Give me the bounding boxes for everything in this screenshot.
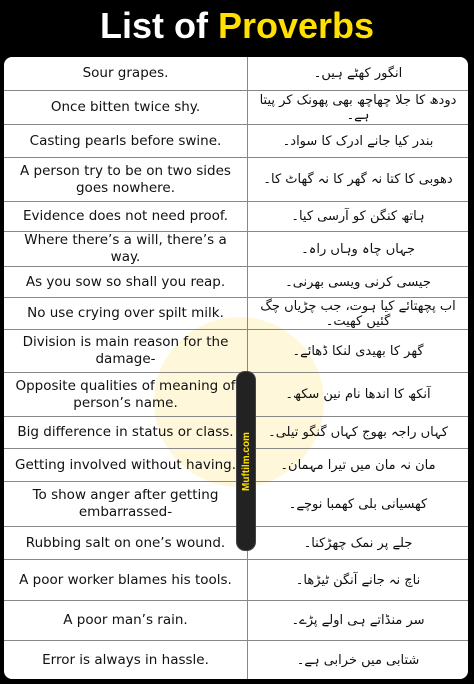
- website-label: Muftilm.com: [240, 431, 252, 491]
- table-row: [4, 57, 468, 91]
- english-proverb: Once bitten twice shy.: [4, 91, 248, 124]
- urdu-proverb: انگور کھٹے ہیں۔: [313, 66, 403, 81]
- table-row: [4, 560, 468, 601]
- urdu-proverb: جلے پر نمک چھڑکنا۔: [303, 535, 413, 551]
- urdu-proverb: ہاتھ کنگن کو آرسی کیا۔: [291, 209, 425, 224]
- table-row: [4, 330, 468, 373]
- table-row: [4, 125, 468, 158]
- table-row: [4, 232, 468, 267]
- urdu-proverb: مان نہ مان میں تیرا مہمان۔: [280, 457, 436, 473]
- english-proverb: Where there’s a will, there’s a way.: [4, 232, 248, 266]
- title-part-white: List of: [99, 5, 208, 46]
- english-proverb: As you sow so shall you reap.: [4, 267, 248, 297]
- title-part-yellow: Proverbs: [217, 5, 375, 46]
- english-proverb: No use crying over spilt milk.: [4, 298, 248, 329]
- urdu-proverb: شتابی میں خرابی ہے۔: [296, 652, 420, 668]
- urdu-proverb: کہاں راجہ بھوج کہاں گنگو تیلی۔: [268, 425, 448, 440]
- urdu-proverb: گھر کا بھیدی لنکا ڈھائے۔: [292, 343, 424, 359]
- urdu-proverb: سر منڈاتے ہی اولے پڑے۔: [291, 613, 425, 628]
- table-row: [4, 202, 468, 232]
- english-proverb: Rubbing salt on one’s wound.: [4, 527, 248, 559]
- website-badge: [236, 371, 256, 551]
- table-row: [4, 91, 468, 125]
- english-proverb: Sour grapes.: [4, 57, 248, 90]
- table-row: [4, 158, 468, 202]
- urdu-proverb: جیسی کرنی ویسی بھرنی۔: [285, 274, 431, 290]
- table-row: [4, 641, 468, 679]
- page-title: [0, 0, 474, 54]
- english-proverb: Casting pearls before swine.: [4, 125, 248, 157]
- english-proverb: Division is main reason for the damage-: [4, 330, 248, 372]
- english-proverb: A poor worker blames his tools.: [4, 560, 248, 600]
- english-proverb: Big difference in status or class.: [4, 417, 248, 448]
- english-proverb: Getting involved without having.: [4, 449, 248, 481]
- table-row: [4, 298, 468, 330]
- urdu-proverb: بندر کیا جانے ادرک کا سواد۔: [282, 133, 434, 149]
- english-proverb: Error is always in hassle.: [4, 641, 248, 679]
- english-proverb: A poor man’s rain.: [4, 601, 248, 640]
- urdu-proverb: آنکھ کا اندھا نام نین سکھ۔: [285, 387, 431, 402]
- english-proverb: Evidence does not need proof.: [4, 202, 248, 231]
- urdu-proverb: جہاں چاہ وہاں راہ۔: [301, 241, 415, 257]
- proverbs-table: [4, 57, 468, 679]
- english-proverb: To show anger after getting embarrassed-: [4, 482, 248, 526]
- urdu-proverb: ناچ نہ جانے آنگن ٹیڑھا۔: [295, 572, 421, 588]
- urdu-proverb: کھسیانی بلی کھمبا نوچے۔: [288, 496, 428, 512]
- table-row: [4, 601, 468, 641]
- urdu-proverb: دودھ کا جلا چھاچھ بھی پھونک کر پیتا ہے۔: [259, 92, 457, 123]
- urdu-proverb: اب پچھتائے کیا ہوت، جب چڑیاں چگ گئیں کھیت۔: [260, 298, 456, 329]
- table-row: [4, 267, 468, 298]
- english-proverb: A person try to be on two sides goes nowhere.: [4, 158, 248, 201]
- english-proverb: Opposite qualities of meaning of person’s name.: [4, 373, 248, 416]
- urdu-proverb: دھوبی کا کتا نہ گھر کا نہ گھاٹ کا۔: [263, 172, 453, 187]
